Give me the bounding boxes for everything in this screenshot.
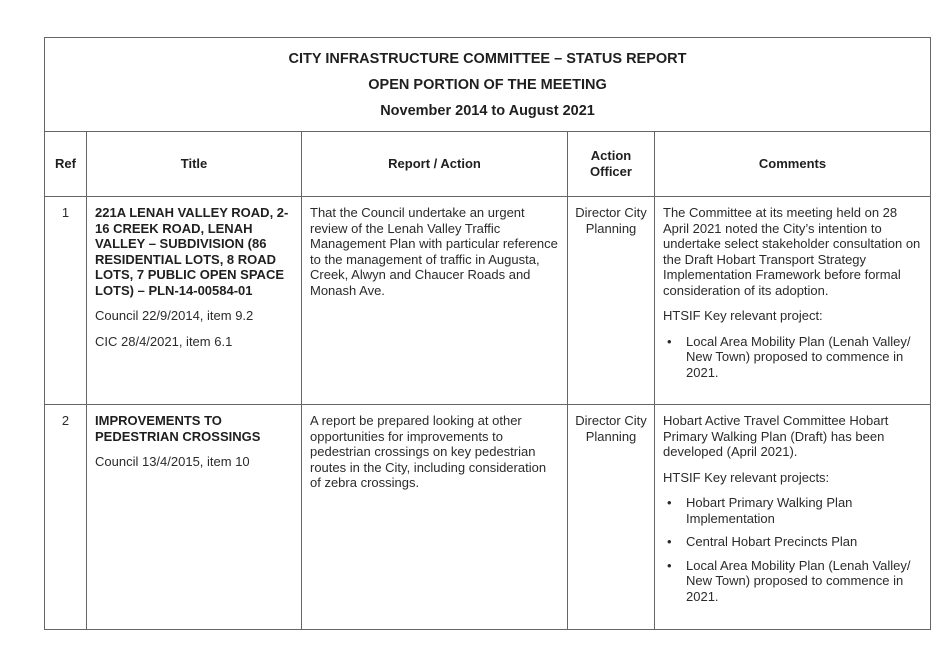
comment-bullet-item [663,334,922,381]
report-action-cell [302,197,568,405]
bullet-icon: • [667,333,672,349]
comments-cell [655,405,931,630]
ref-number: 2 [61,413,70,428]
report-action-text: A report be prepared looking at other opportunities for improvements to pedestrian crossings on key pedestrian routes in the City, including consideration of zebra crossings. [310,413,547,490]
action-officer-text: Director City Planning [575,205,647,236]
table-row [45,197,931,405]
action-officer-text: Director City Planning [575,413,647,444]
item-title: IMPROVEMENTS TO PEDESTRIAN CROSSINGS [95,413,261,444]
title-cell [87,197,302,405]
table-title-cell [45,38,931,132]
comment-bullet-text: Local Area Mobility Plan (Lenah Valley/ New Town) proposed to commence in 2021. [686,557,911,604]
comment-bullet-item [663,534,922,550]
column-header-report-action: Report / Action [302,132,568,197]
comments-cell [655,197,931,405]
report-action-cell [302,405,568,630]
bullet-icon: • [667,557,672,573]
column-header-row [45,132,931,197]
title-cell [87,405,302,630]
column-header-comments: Comments [655,132,931,197]
bullet-icon: • [667,495,672,510]
bullet-icon: • [667,534,672,549]
ref-cell [45,197,87,405]
column-header-ref: Ref [45,132,87,197]
action-officer-cell [568,197,655,405]
ref-number: 1 [61,205,70,220]
report-title: CITY INFRASTRUCTURE COMMITTEE – STATUS REPORT [288,50,687,67]
comment-paragraph: The Committee at its meeting held on 28 April 2021 noted the City’s intention to undertake select stakeholder consultation on the Draft Hobart Transport Strategy Implementation Framework before formal consideration of its adoption. [663,205,921,298]
meeting-ref: Council 13/4/2015, item 10 [95,454,250,469]
comment-bullet-list [663,334,922,381]
comment-bullet-text: Local Area Mobility Plan (Lenah Valley/ New Town) proposed to commence in 2021. [686,333,911,380]
action-officer-cell [568,405,655,630]
meeting-ref: Council 22/9/2014, item 9.2 [95,308,254,323]
comment-bullet-text: Central Hobart Precincts Plan [686,534,858,549]
column-header-action-officer: Action Officer [568,132,655,197]
table-row [45,405,931,630]
comment-bullet-item [663,495,922,526]
table-title-row [45,38,931,132]
item-title: 221A LENAH VALLEY ROAD, 2-16 CREEK ROAD, LENAH VALLEY – SUBDIVISION (86 RESIDENTIAL LOTS, 8 ROAD LOTS, 7 PUBLIC OPEN SPACE LOTS) – PLN-14-00584-01 [95,205,289,298]
comment-paragraph: Hobart Active Travel Committee Hobart Primary Walking Plan (Draft) has been developed (April 2021). [663,413,889,459]
ref-cell [45,405,87,630]
status-report-table [44,37,931,630]
comment-paragraph: HTSIF Key relevant projects: [663,469,830,485]
comment-paragraph: HTSIF Key relevant project: [663,308,823,323]
column-header-title: Title [87,132,302,197]
comment-bullet-item [663,558,922,605]
comment-bullet-text: Hobart Primary Walking Plan Implementation [686,495,853,526]
comment-bullet-list [663,495,922,604]
report-action-text: That the Council undertake an urgent review of the Lenah Valley Traffic Management Plan with particular reference to the management of traffic in Augusta, Creek, Alwyn and Chaucer Roads and Monash Ave. [310,205,558,298]
meeting-ref: CIC 28/4/2021, item 6.1 [95,333,233,349]
report-date-range: November 2014 to August 2021 [380,102,595,119]
report-subtitle: OPEN PORTION OF THE MEETING [368,76,607,93]
